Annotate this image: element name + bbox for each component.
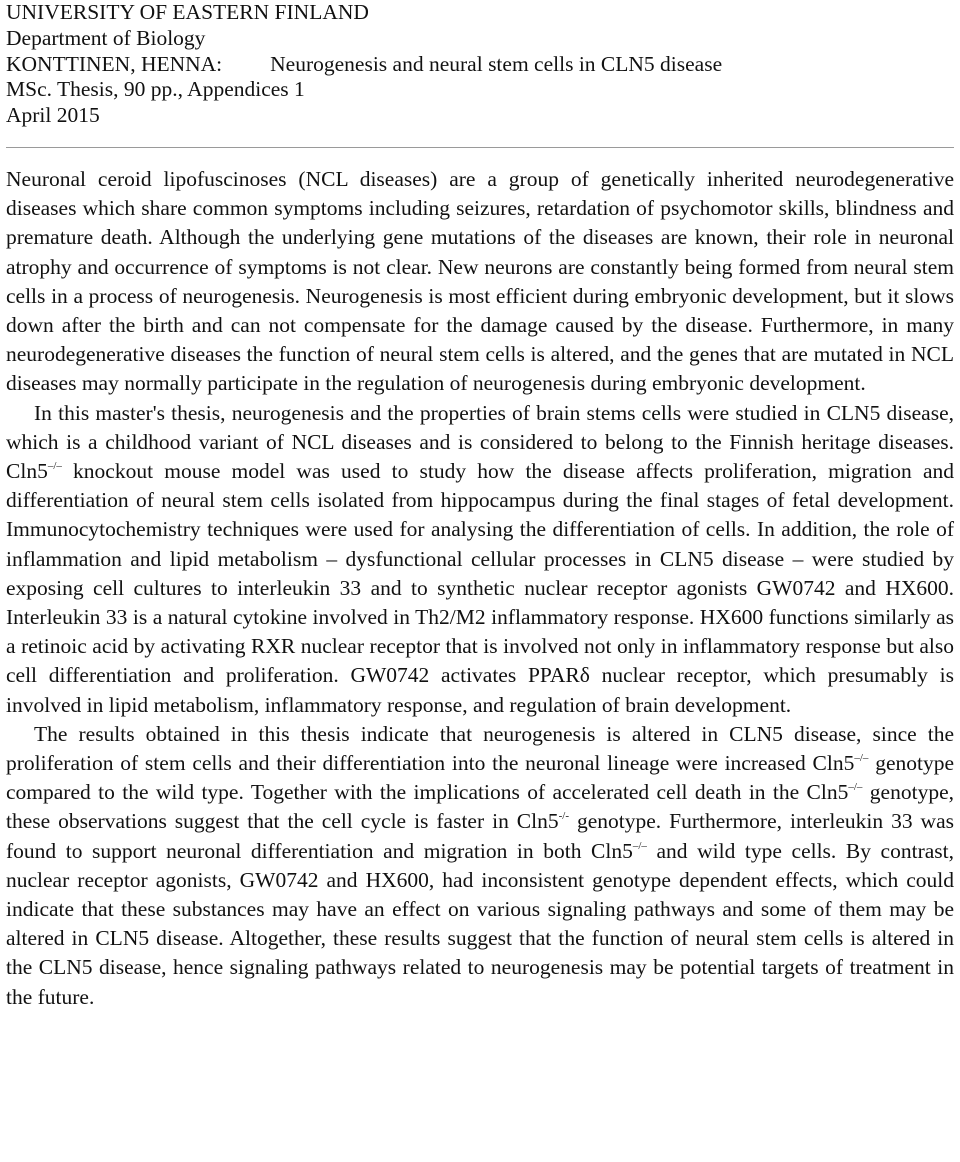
- genotype-superscript: –/–: [47, 460, 62, 473]
- genotype-superscript: –/–: [848, 781, 863, 794]
- abstract-paragraph-2: In this master's thesis, neurogenesis and the properties of brain stems cells were studied in CLN5 disease, which is a childhood variant of NCL diseases and is considered to belong to the Finnish heritage diseases. Cln5–/– knockout mouse model was used to study how the disease affects proliferation, migration and differentiation of neural stem cells isolated from hippocampus during the final stages of fetal development. Immunocytochemistry techniques were used for analysing the differentiation of cells. In addition, the role of inflammation and lipid metabolism – dysfunctional cellular processes in CLN5 disease – were studied by exposing cell cultures to interleukin 33 and to synthetic nuclear receptor agonists GW0742 and HX600. Interleukin 33 is a natural cytokine involved in Th2/M2 inflammatory response. HX600 functions similarly as a retinoic acid by activating RXR nuclear receptor that is involved not only in inflammatory response but also cell differentiation and proliferation. GW0742 activates PPARδ nuclear receptor, which presumably is involved in lipid metabolism, inflammatory response, and regulation of brain development.: [6, 400, 954, 717]
- document-page: [6, 0, 954, 1012]
- header-divider: [6, 147, 954, 148]
- thesis-info: MSc. Thesis, 90 pp., Appendices 1: [6, 77, 305, 102]
- abstract-body: [6, 165, 954, 1012]
- author-title-line: [6, 52, 954, 78]
- university-name: UNIVERSITY OF EASTERN FINLAND: [6, 0, 369, 24]
- thesis-title: Neurogenesis and neural stem cells in CLN5 disease: [270, 51, 723, 76]
- thesis-date: April 2015: [6, 103, 100, 128]
- genotype-superscript: –/–: [632, 839, 647, 852]
- genotype-superscript: -/-: [558, 810, 570, 823]
- genotype-superscript: –/–: [854, 752, 869, 765]
- thesis-header: [6, 0, 954, 129]
- author-name: KONTTINEN, HENNA:: [6, 51, 223, 76]
- department-name: Department of Biology: [6, 25, 206, 50]
- abstract-paragraph-1: Neuronal ceroid lipofuscinoses (NCL diseases) are a group of genetically inherited neurodegenerative diseases which share common symptoms including seizures, retardation of psychomotor skills, blindness and premature death. Although the underlying gene mutations of the diseases are known, their role in neuronal atrophy and occurrence of symptoms is not clear. New neurons are constantly being formed from neural stem cells in a process of neurogenesis. Neurogenesis is most efficient during embryonic development, but it slows down after the birth and can not compensate for the damage caused by the disease. Furthermore, in many neurodegenerative diseases the function of neural stem cells is altered, and the genes that are mutated in NCL diseases may normally participate in the regulation of neurogenesis during embryonic development.: [6, 166, 954, 396]
- abstract-paragraph-3: The results obtained in this thesis indicate that neurogenesis is altered in CLN5 disease, since the proliferation of stem cells and their differentiation into the neuronal lineage were increased Cln5–/– genotype compared to the wild type. Together with the implications of accelerated cell death in the Cln5–/– genotype, these observations suggest that the cell cycle is faster in Cln5-/- genotype. Furthermore, interleukin 33 was found to support neuronal differentiation and migration in both Cln5–/– and wild type cells. By contrast, nuclear receptor agonists, GW0742 and HX600, had inconsistent genotype dependent effects, which could indicate that these substances may have an effect on various signaling pathways and some of them may be altered in CLN5 disease. Altogether, these results suggest that the function of neural stem cells is altered in the CLN5 disease, hence signaling pathways related to neurogenesis may be potential targets of treatment in the future.: [6, 721, 954, 1009]
